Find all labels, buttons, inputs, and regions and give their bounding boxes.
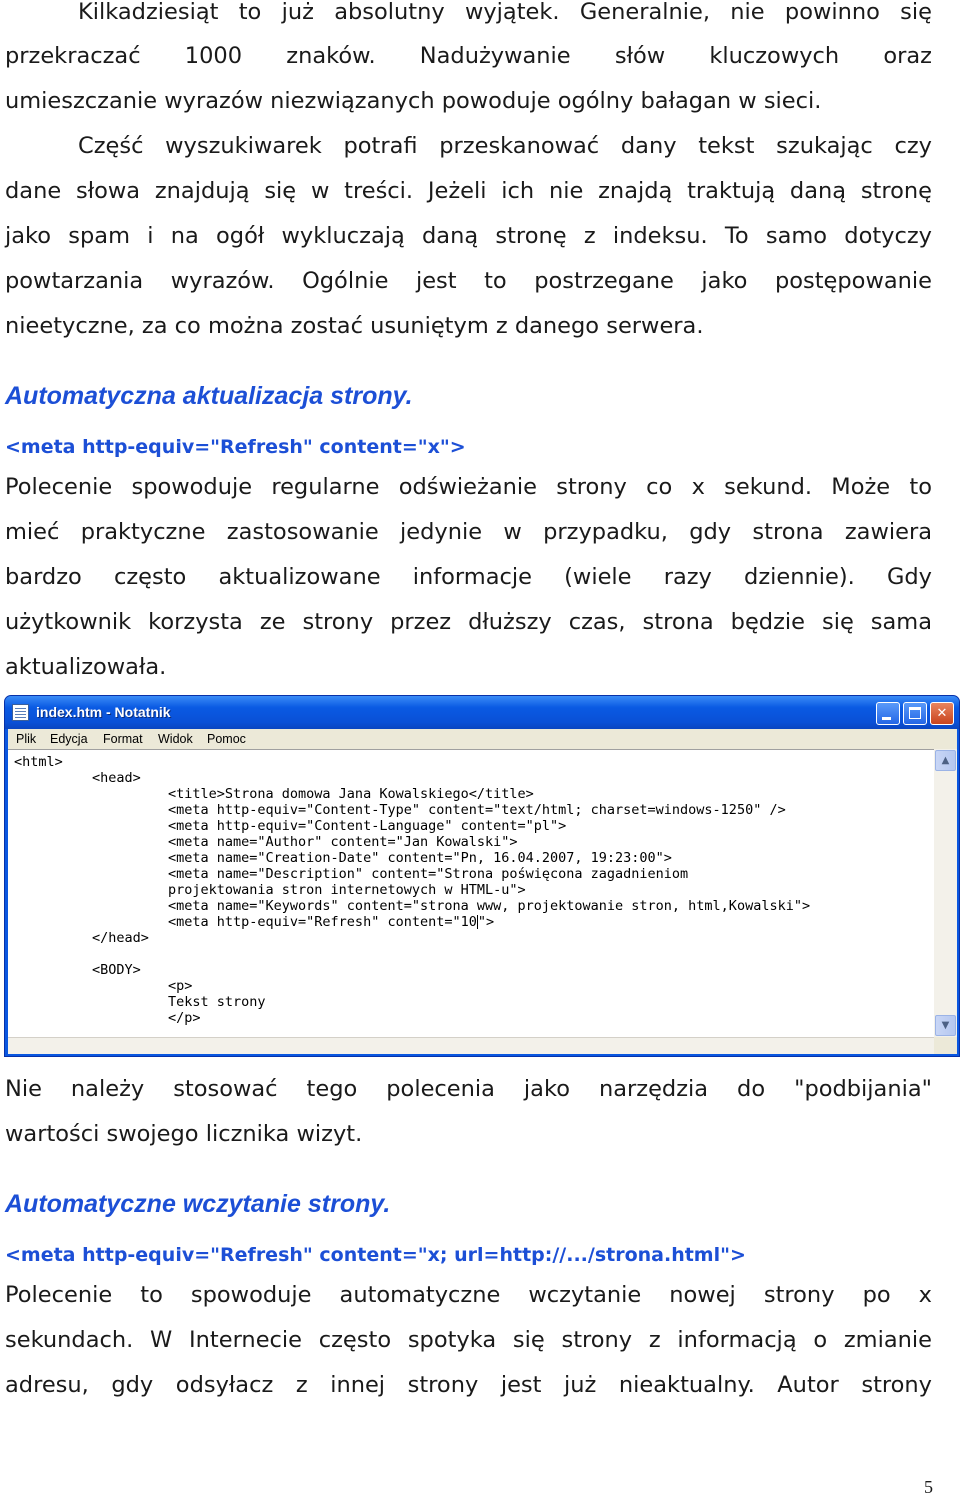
source-line: <meta name="Description" content="Strona poświęcona zagadnieniom [168,866,689,882]
code-snippet: <meta http-equiv="Refresh" content="x; url=http://.../strona.html"> [5,1244,746,1266]
notepad-window [4,695,960,1057]
source-line: projektowania stron internetowych w HTML-u"> [168,882,526,898]
text-line: bardzo często aktualizowane informacje (wiele razy dziennie). Gdy [5,564,932,590]
text-line: mieć praktyczne zastosowanie jedynie w przypadku, gdy strona zawiera [5,519,932,545]
maximize-icon [909,707,921,719]
text-line: jako spam i na ogół wykluczają daną stronę z indeksu. To samo dotyczy [5,223,932,249]
source-line: <meta http-equiv="Content-Language" content="pl"> [168,818,567,834]
code-snippet: <meta http-equiv="Refresh" content="x"> [5,436,466,458]
minimize-icon [882,717,891,720]
text-line: Nie należy stosować tego polecenia jako narzędzia do "podbijania" [5,1076,932,1102]
close-button[interactable] [930,702,954,725]
section-heading: Automatyczna aktualizacja strony. [5,382,413,410]
text-line: Polecenie to spowoduje automatyczne wczytanie nowej strony po x [5,1282,932,1308]
text-line: umieszczanie wyrazów niezwiązanych powoduje ogólny bałagan w sieci. [5,88,822,114]
text-line: Kilkadziesiąt to już absolutny wyjątek. Generalnie, nie powinno się [78,0,932,25]
source-line: <meta name="Author" content="Jan Kowalski"> [168,834,518,850]
source-line: <p> [168,978,193,994]
window-titlebar[interactable] [5,696,959,729]
source-line: Tekst strony [168,994,266,1010]
section-heading: Automatyczne wczytanie strony. [5,1190,391,1218]
page-number: 5 [924,1477,933,1497]
close-icon: ✕ [936,706,948,721]
text-line: Polecenie spowoduje regularne odświeżanie strony co x sekund. Może to [5,474,932,500]
text-cursor [477,915,478,929]
text-line: użytkownik korzysta ze strony przez dłuższy czas, strona będzie się sama [5,609,932,635]
text-line: dane słowa znajdują się w treści. Jeżeli ich nie znajdą traktują daną stronę [5,178,932,204]
text-line: nieetyczne, za co można zostać usuniętym z danego serwera. [5,313,704,339]
source-line-text: <meta http-equiv="Refresh" content="10"> [168,914,495,930]
menu-file[interactable]: Plik [16,732,37,746]
source-line [168,914,494,930]
source-line: <title>Strona domowa Jana Kowalskiego</title> [168,786,534,802]
menu-help[interactable]: Pomoc [207,732,246,746]
text-line: przekraczać 1000 znaków. Nadużywanie słów kluczowych oraz [5,43,932,69]
menu-view[interactable]: Widok [158,732,193,746]
text-line: adresu, gdy odsyłacz z innej strony jest już nieaktualny. Autor strony [5,1372,932,1398]
menu-bar [8,729,957,749]
scroll-up-icon[interactable]: ▲ [935,750,956,771]
source-line: <head> [92,770,141,786]
text-line: aktualizowała. [5,654,167,680]
source-line: <html> [14,754,63,770]
menu-format[interactable]: Format [103,732,143,746]
text-line: Część wyszukiwarek potrafi przeskanować dany tekst szukając czy [78,133,932,159]
horizontal-scrollbar[interactable] [8,1037,934,1054]
text-editor-area[interactable] [8,749,934,1037]
window-title: index.htm - Notatnik [36,704,171,720]
minimize-button[interactable] [876,702,900,725]
text-line: sekundach. W Internecie często spotyka się strony z informacją o zmianie [5,1327,932,1353]
source-line: <meta name="Creation-Date" content="Pn, 16.04.2007, 19:23:00"> [168,850,672,866]
text-line: wartości swojego licznika wizyt. [5,1121,363,1147]
menu-edit[interactable]: Edycja [50,732,88,746]
source-line: <meta http-equiv="Content-Type" content="text/html; charset=windows-1250" /> [168,802,786,818]
source-line: <BODY> [92,962,141,978]
text-line: powtarzania wyrazów. Ogólnie jest to postrzegane jako postępowanie [5,268,932,294]
vertical-scrollbar[interactable] [934,749,957,1037]
source-line: <meta name="Keywords" content="strona www, projektowanie stron, html,Kowalski"> [168,898,811,914]
source-line: </head> [92,930,149,946]
source-line: </p> [168,1010,201,1026]
notepad-icon [12,704,29,721]
maximize-button[interactable] [903,702,927,725]
resize-grip[interactable] [934,1037,957,1054]
scroll-down-icon[interactable]: ▼ [935,1015,956,1036]
